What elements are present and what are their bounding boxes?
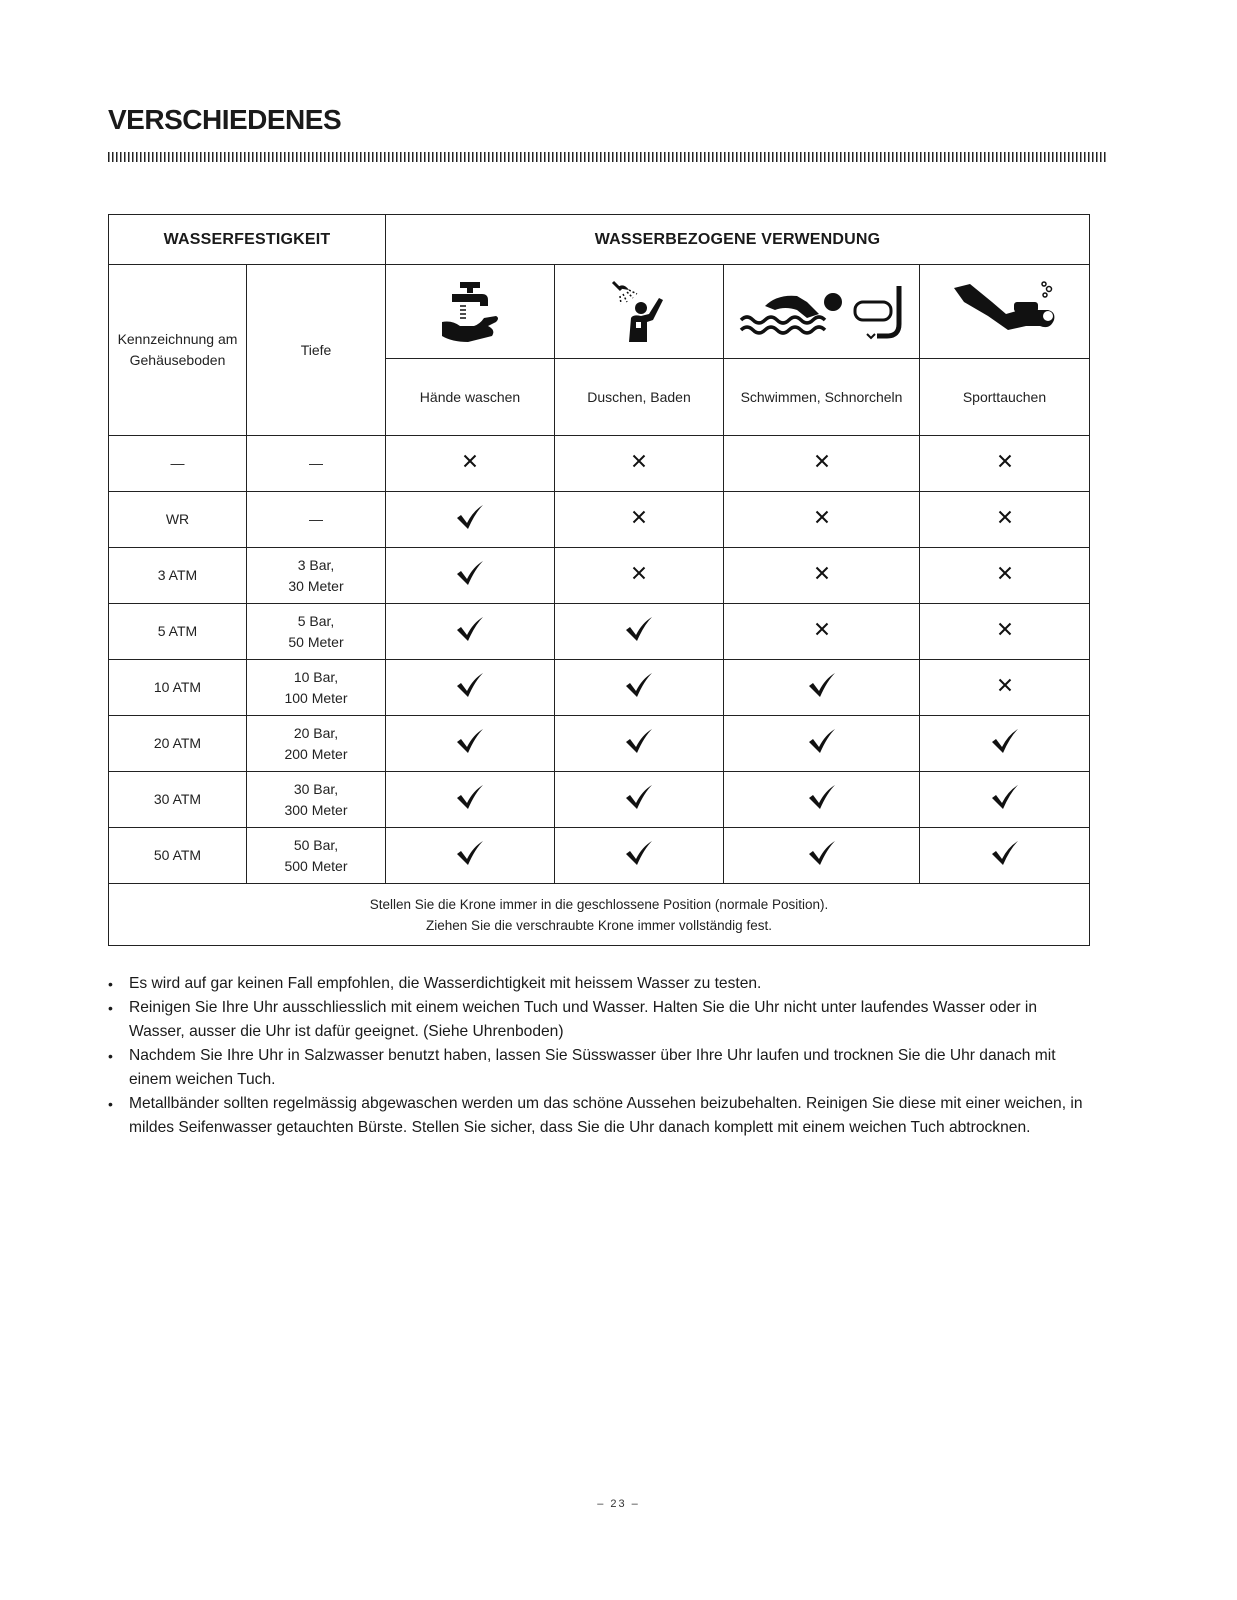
row-depth-meters: 300 Meter xyxy=(284,801,348,818)
cell-hand-washing xyxy=(386,716,555,772)
table-row xyxy=(109,604,1090,660)
checkmark-icon xyxy=(455,559,485,593)
cross-icon xyxy=(632,509,646,530)
cell-shower xyxy=(555,660,724,716)
table-row xyxy=(109,436,1090,492)
row-marking: 3 ATM xyxy=(109,548,247,604)
cell-scuba xyxy=(920,772,1090,828)
cross-icon xyxy=(998,453,1012,474)
row-marking: 20 ATM xyxy=(109,716,247,772)
header-water-resistance: WASSERFESTIGKEIT xyxy=(109,215,386,265)
page-title: VERSCHIEDENES xyxy=(108,104,342,135)
cell-scuba xyxy=(920,828,1090,884)
checkmark-icon xyxy=(624,727,654,761)
resistance-rows xyxy=(109,436,1090,884)
row-depth xyxy=(247,660,386,716)
note-text: Reinigen Sie Ihre Uhr ausschliesslich mit einem weichen Tuch und Wasser. Halten Sie die Uhr nicht unter laufendes Wasser oder in Wasser, ausser die Uhr ist dafür geeignet. (Siehe Uhrenboden) xyxy=(129,999,1038,1040)
column-marking-label: Kennzeichnung am Gehäuseboden xyxy=(117,331,238,368)
note-text: Metallbänder sollten regelmässig abgewaschen werden um das schöne Aussehen beizubehalten. Reinigen Sie diese mit einer weichen, in mildes Seifenwasser getauchten Bürste. Stellen Sie sicher, dass Sie die Uhr danach komplett mit einem weichen Tuch abtrocknen. xyxy=(129,1095,1083,1136)
table-footnote xyxy=(109,884,1090,946)
cross-icon xyxy=(998,565,1012,586)
cross-icon xyxy=(632,565,646,586)
footnote-line-2: Ziehen Sie die verschraubte Krone immer vollständig fest. xyxy=(426,917,772,933)
row-depth-meters: 500 Meter xyxy=(284,857,348,874)
cell-swimming xyxy=(724,492,920,548)
cross-icon xyxy=(815,453,829,474)
hand-washing-icon xyxy=(438,280,502,344)
checkmark-icon xyxy=(455,503,485,537)
use-label-swimming: Schwimmen, Schnorcheln xyxy=(724,359,920,436)
row-marking: 30 ATM xyxy=(109,772,247,828)
row-depth xyxy=(247,492,386,548)
row-depth xyxy=(247,828,386,884)
cell-scuba xyxy=(920,436,1090,492)
checkmark-icon xyxy=(455,671,485,705)
use-label-shower: Duschen, Baden xyxy=(555,359,724,436)
cell-shower xyxy=(555,548,724,604)
cross-icon xyxy=(998,677,1012,698)
checkmark-icon xyxy=(807,727,837,761)
note-item xyxy=(108,972,1083,996)
row-depth-meters: 200 Meter xyxy=(284,745,348,762)
row-depth xyxy=(247,436,386,492)
use-label-hand-washing: Hände waschen xyxy=(386,359,555,436)
note-text: Es wird auf gar keinen Fall empfohlen, die Wasserdichtigkeit mit heissem Wasser zu testen. xyxy=(129,975,762,992)
checkmark-icon xyxy=(990,727,1020,761)
note-item xyxy=(108,996,1083,1044)
checkmark-icon xyxy=(624,615,654,649)
cell-swimming xyxy=(724,772,920,828)
cell-hand-washing xyxy=(386,660,555,716)
cross-icon xyxy=(998,621,1012,642)
row-depth-pressure: 20 Bar, xyxy=(293,724,339,741)
cell-swimming xyxy=(724,436,920,492)
table-row xyxy=(109,828,1090,884)
cell-shower xyxy=(555,716,724,772)
note-text: Nachdem Sie Ihre Uhr in Salzwasser benutzt haben, lassen Sie Süsswasser über Ihre Uhr laufen und trocknen Sie die Uhr danach mit einem weichen Tuch. xyxy=(129,1047,1056,1088)
cell-scuba xyxy=(920,492,1090,548)
cell-scuba xyxy=(920,604,1090,660)
checkmark-icon xyxy=(455,727,485,761)
cell-scuba xyxy=(920,716,1090,772)
cell-swimming xyxy=(724,716,920,772)
table-row xyxy=(109,492,1090,548)
cross-icon xyxy=(815,509,829,530)
cell-shower xyxy=(555,436,724,492)
shower-icon xyxy=(607,280,671,344)
care-notes-list xyxy=(108,972,1083,1140)
cell-hand-washing xyxy=(386,828,555,884)
row-depth-pressure: 30 Bar, xyxy=(293,780,339,797)
cell-swimming xyxy=(724,828,920,884)
cell-shower xyxy=(555,604,724,660)
checkmark-icon xyxy=(990,839,1020,873)
row-depth-meters: 50 Meter xyxy=(288,633,344,650)
row-depth-pressure: 10 Bar, xyxy=(293,668,339,685)
cell-shower xyxy=(555,772,724,828)
cell-shower xyxy=(555,828,724,884)
checkmark-icon xyxy=(624,783,654,817)
checkmark-icon xyxy=(624,839,654,873)
note-item xyxy=(108,1044,1083,1092)
cell-shower xyxy=(555,492,724,548)
cell-hand-washing xyxy=(386,548,555,604)
table-row xyxy=(109,660,1090,716)
cell-hand-washing xyxy=(386,604,555,660)
row-depth-pressure: 3 Bar, xyxy=(297,556,335,573)
scuba-diving-icon xyxy=(950,280,1060,344)
row-depth-pressure: — xyxy=(309,511,323,527)
row-depth-pressure: — xyxy=(309,455,323,471)
table-row xyxy=(109,548,1090,604)
checkmark-icon xyxy=(624,671,654,705)
use-label-scuba: Sporttauchen xyxy=(920,359,1090,436)
cross-icon xyxy=(815,565,829,586)
bullet-icon: • xyxy=(108,1048,113,1064)
column-marking-header xyxy=(109,265,247,436)
row-depth xyxy=(247,604,386,660)
checkmark-icon xyxy=(455,783,485,817)
bullet-icon: • xyxy=(108,1000,113,1016)
checkmark-icon xyxy=(455,615,485,649)
row-depth xyxy=(247,716,386,772)
row-marking: WR xyxy=(109,492,247,548)
page-number: – 23 – xyxy=(597,1498,640,1510)
footnote-line-1: Stellen Sie die Krone immer in die geschlossene Position (normale Position). xyxy=(369,896,829,912)
checkmark-icon xyxy=(455,839,485,873)
column-depth-header: Tiefe xyxy=(247,265,386,436)
row-depth-pressure: 5 Bar, xyxy=(297,612,335,629)
decorative-tick-rule xyxy=(108,152,1106,162)
table-row xyxy=(109,772,1090,828)
row-marking: 5 ATM xyxy=(109,604,247,660)
row-depth-meters: 30 Meter xyxy=(288,577,344,594)
row-marking: — xyxy=(109,436,247,492)
cell-scuba xyxy=(920,548,1090,604)
cross-icon xyxy=(998,509,1012,530)
row-marking: 10 ATM xyxy=(109,660,247,716)
icon-cell-hand-washing xyxy=(386,265,555,359)
header-water-usage: WASSERBEZOGENE VERWENDUNG xyxy=(386,215,1090,265)
cross-icon xyxy=(815,621,829,642)
bullet-icon: • xyxy=(108,1096,113,1112)
row-depth xyxy=(247,772,386,828)
row-depth xyxy=(247,548,386,604)
checkmark-icon xyxy=(990,783,1020,817)
cell-swimming xyxy=(724,548,920,604)
row-marking: 50 ATM xyxy=(109,828,247,884)
swimming-snorkel-icon xyxy=(737,280,907,344)
row-depth-meters: 100 Meter xyxy=(284,689,348,706)
cross-icon xyxy=(463,453,477,474)
cell-hand-washing xyxy=(386,436,555,492)
note-item xyxy=(108,1092,1083,1140)
bullet-icon: • xyxy=(108,976,113,992)
cross-icon xyxy=(632,453,646,474)
checkmark-icon xyxy=(807,839,837,873)
checkmark-icon xyxy=(807,783,837,817)
row-depth-pressure: 50 Bar, xyxy=(293,836,339,853)
icon-cell-shower xyxy=(555,265,724,359)
cell-swimming xyxy=(724,660,920,716)
table-row xyxy=(109,716,1090,772)
checkmark-icon xyxy=(807,671,837,705)
cell-hand-washing xyxy=(386,772,555,828)
cell-swimming xyxy=(724,604,920,660)
icon-cell-swimming xyxy=(724,265,920,359)
water-resistance-table xyxy=(108,214,1090,946)
cell-scuba xyxy=(920,660,1090,716)
icon-cell-scuba xyxy=(920,265,1090,359)
cell-hand-washing xyxy=(386,492,555,548)
